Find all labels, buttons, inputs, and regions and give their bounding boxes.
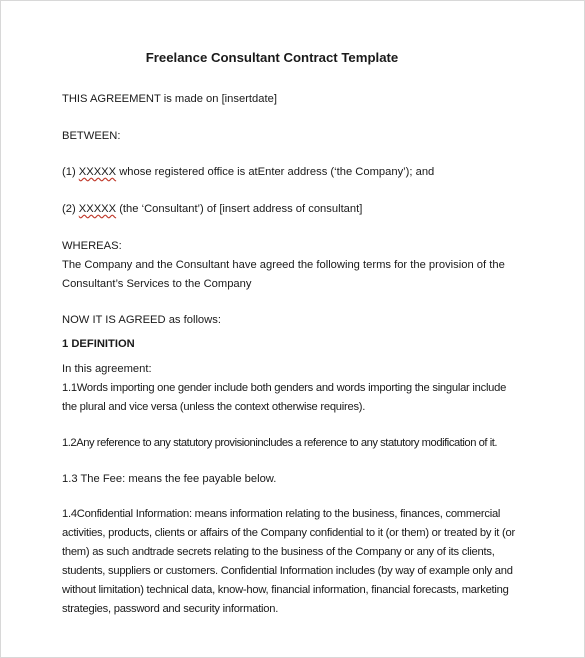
- section-intro: In this agreement:: [62, 363, 152, 375]
- agreed-line: NOW IT IS AGREED as follows:: [62, 314, 221, 326]
- clause-1-2: 1.2Any reference to any statutory provisionincludes a reference to any statutory modification of it.: [62, 437, 498, 449]
- party-1-prefix: (1): [62, 166, 79, 178]
- whereas-line: Consultant’s Services to the Company: [62, 278, 252, 290]
- clause-line: without limitation) technical data, know-how, financial information, financial forecasts, marketing: [62, 584, 509, 596]
- party-1-text: whose registered office is atEnter address (‘the Company’); and: [116, 166, 435, 178]
- clause-line: activities, products, clients or affairs of the Company confidential to it (or them) or treated by it (or: [62, 527, 515, 539]
- clause-line: strategies, password and security information.: [62, 603, 279, 615]
- whereas-heading: WHEREAS:: [62, 240, 122, 252]
- whereas-line: The Company and the Consultant have agreed the following terms for the provision of the: [62, 259, 505, 271]
- clause-1-3: 1.3 The Fee: means the fee payable below.: [62, 473, 277, 485]
- party-2-text: (the ‘Consultant’) of [insert address of consultant]: [116, 203, 363, 215]
- between-heading: BETWEEN:: [62, 130, 121, 142]
- whereas-paragraph: [62, 256, 532, 294]
- party-1-placeholder: XXXXX: [78, 166, 117, 178]
- clause-line: students, suppliers or customers. Confidential Information includes (by way of example only and: [62, 565, 513, 577]
- agreement-date-line: THIS AGREEMENT is made on [insertdate]: [62, 93, 277, 105]
- clause-line: 1.1Words importing one gender include both genders and words importing the singular include: [62, 382, 507, 394]
- clause-1-1: [62, 379, 532, 417]
- party-2-placeholder: XXXXX: [78, 203, 117, 215]
- party-2-prefix: (2): [62, 203, 79, 215]
- section-heading: 1 DEFINITION: [62, 338, 135, 350]
- party-2-line: [62, 200, 362, 219]
- document-title: Freelance Consultant Contract Template: [145, 50, 399, 65]
- clause-1-4: [62, 505, 532, 619]
- clause-line: the plural and vice versa (unless the context otherwise requires).: [62, 401, 366, 413]
- party-1-line: [62, 163, 434, 182]
- clause-line: 1.4Confidential Information: means information relating to the business, finances, commercial: [62, 508, 501, 520]
- clause-line: them) as such andtrade secrets relating to the business of the Company or any of its clients,: [62, 546, 495, 558]
